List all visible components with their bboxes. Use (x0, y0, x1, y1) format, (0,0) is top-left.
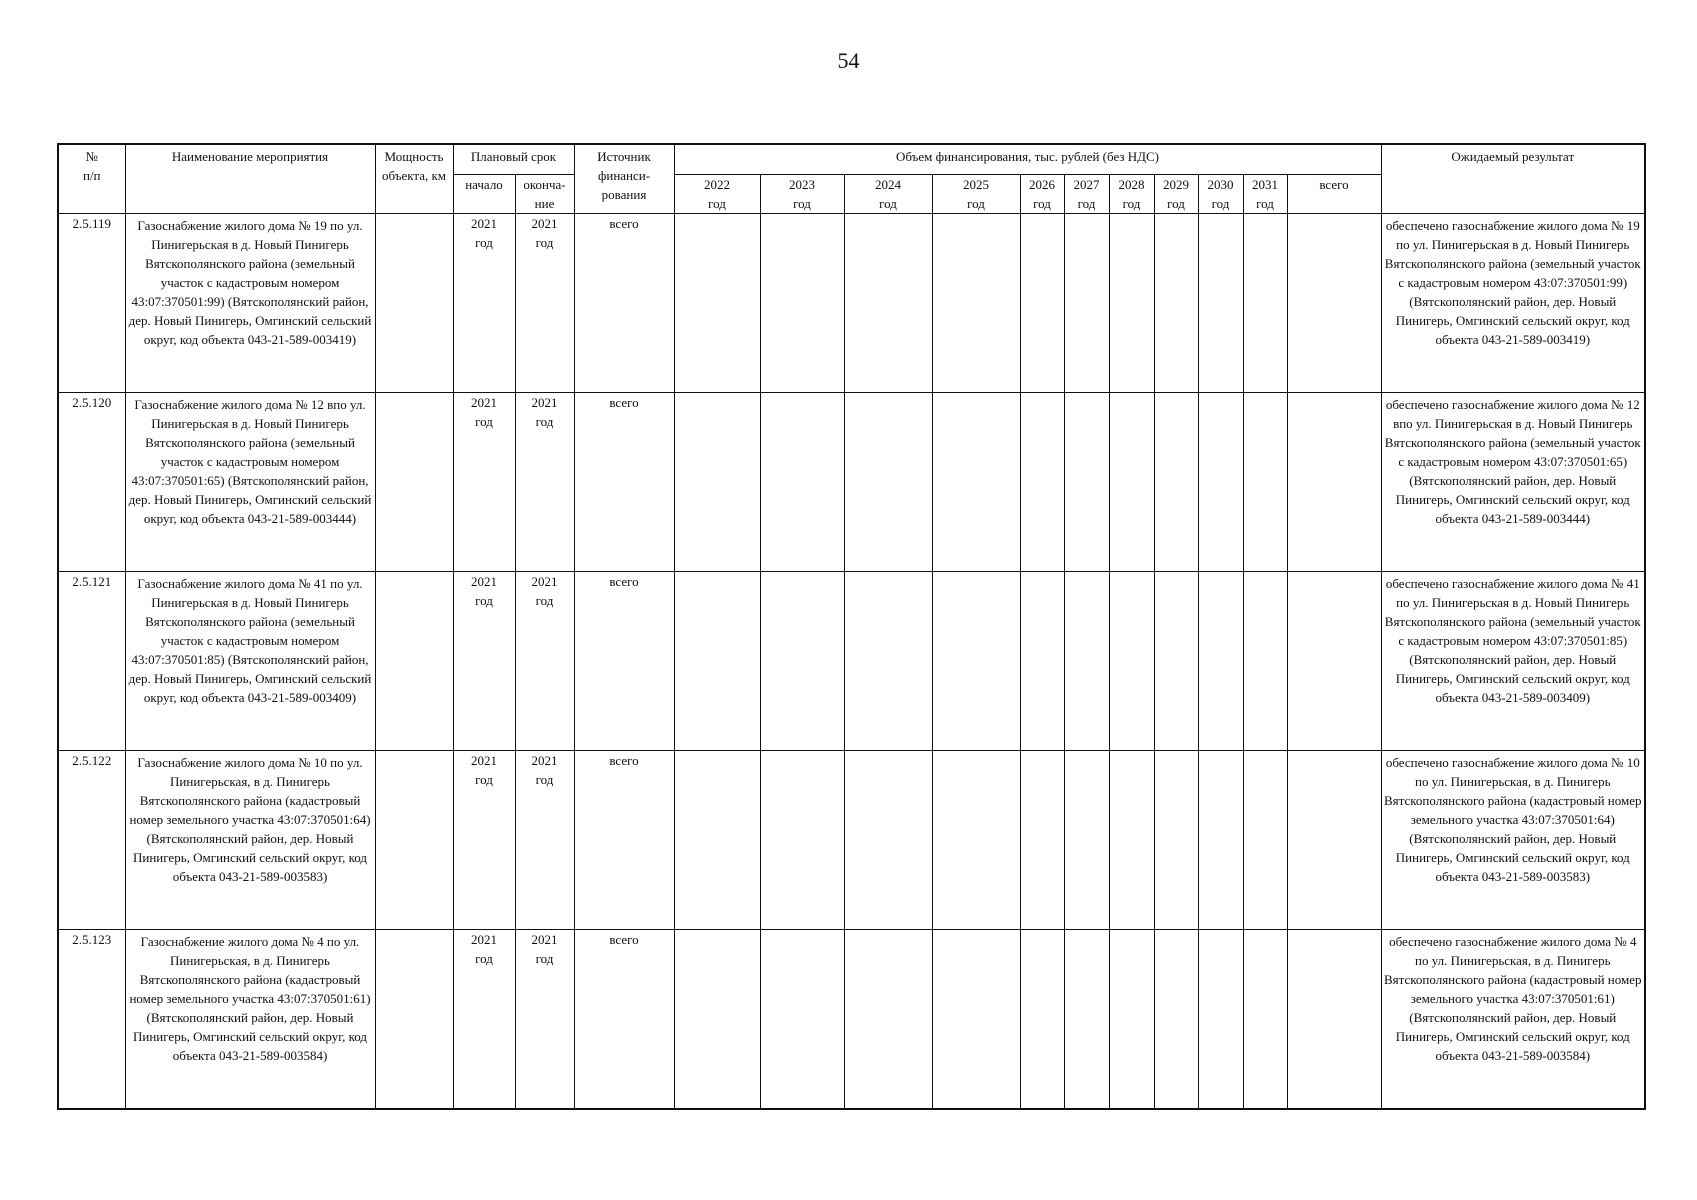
row-funding-2031 (1243, 572, 1287, 751)
row-funding-2031 (1243, 751, 1287, 930)
header-funding: Объем финансирования, тыс. рублей (без НДС) (674, 144, 1381, 175)
header-year: 2024 год (844, 175, 932, 214)
row-result (1381, 572, 1645, 751)
row-funding-total (1287, 393, 1381, 572)
row-num (58, 393, 125, 572)
row-funding-total (1287, 572, 1381, 751)
row-num-text: 2.5.123 (72, 932, 112, 947)
row-funding-2030 (1198, 572, 1243, 751)
header-year: 2030 год (1198, 175, 1243, 214)
row-result (1381, 930, 1645, 1110)
row-name (125, 751, 375, 930)
row-funding-2030 (1198, 751, 1243, 930)
row-name-text: Газоснабжение жилого дома № 4 по ул. Пинигерьская, в д. Пинигерь Вятскополянского района (кадастровый номер земельного участка 43:07:370501:61) (Вятскополянский район, дер. Новый Пинигерь, Омгинский сельский округ, код объекта 043-21-589-003584) (129, 934, 371, 1063)
row-start (453, 572, 515, 751)
row-result-text: обеспечено газоснабжение жилого дома № 41 по ул. Пинигерьская в д. Новый Пинигерь Вятскополянского района (земельный участок с кадастровым номером 43:07:370501:85) (Вятскополянский район, дер. Новый Пинигерь, Омгинский сельский округ, код объекта 043-21-589-003409) (1384, 576, 1641, 705)
row-funding-2029 (1154, 930, 1198, 1110)
row-name (125, 214, 375, 393)
header-start: начало (453, 175, 515, 214)
row-funding-2026 (1020, 572, 1064, 751)
row-end-text: 2021 год (531, 395, 558, 429)
table-row (58, 214, 1645, 393)
row-funding-2024 (844, 393, 932, 572)
row-name (125, 572, 375, 751)
table-row (58, 930, 1645, 1110)
row-start-text: 2021 год (471, 395, 497, 429)
table-row (58, 572, 1645, 751)
header-year: 2029 год (1154, 175, 1198, 214)
row-funding-2027 (1064, 930, 1109, 1110)
header-year: 2026 год (1020, 175, 1064, 214)
row-start (453, 930, 515, 1110)
row-result-text: обеспечено газоснабжение жилого дома № 10 по ул. Пинигерьская, в д. Пинигерь Вятскополянского района (кадастровый номер земельного участка 43:07:370501:64) (Вятскополянский район, дер. Новый Пинигерь, Омгинский сельский округ, код объекта 043-21-589-003583) (1384, 755, 1642, 884)
row-funding-2024 (844, 751, 932, 930)
program-table (57, 143, 1646, 1110)
row-source-text: всего (609, 395, 639, 410)
row-funding-2025 (932, 930, 1020, 1110)
header-row-1 (58, 144, 1645, 175)
header-capacity: Мощность объекта, км (375, 144, 453, 214)
row-result-text: обеспечено газоснабжение жилого дома № 4 по ул. Пинигерьская, в д. Пинигерь Вятскополянского района (кадастровый номер земельного участка 43:07:370501:61) (Вятскополянский район, дер. Новый Пинигерь, Омгинский сельский округ, код объекта 043-21-589-003584) (1384, 934, 1642, 1063)
row-funding-2025 (932, 751, 1020, 930)
row-source (574, 393, 674, 572)
header-source: Источник финанси- рования (574, 144, 674, 214)
row-result (1381, 393, 1645, 572)
row-funding-2023 (760, 751, 844, 930)
row-funding-2028 (1109, 393, 1154, 572)
row-capacity (375, 393, 453, 572)
row-name-text: Газоснабжение жилого дома № 12 впо ул. Пинигерьская в д. Новый Пинигерь Вятскополянского района (земельный участок с кадастровым номером 43:07:370501:65) (Вятскополянский район, дер. Новый Пинигерь, Омгинский сельский округ, код объекта 043-21-589-003444) (128, 397, 372, 526)
row-source-text: всего (609, 753, 639, 768)
row-funding-2022 (674, 393, 760, 572)
row-funding-2029 (1154, 393, 1198, 572)
header-year: 2023 год (760, 175, 844, 214)
header-year: 2022 год (674, 175, 760, 214)
row-funding-2027 (1064, 214, 1109, 393)
row-funding-2030 (1198, 214, 1243, 393)
row-num-text: 2.5.121 (72, 574, 112, 589)
row-funding-2031 (1243, 214, 1287, 393)
row-start-text: 2021 год (471, 753, 497, 787)
row-funding-2027 (1064, 751, 1109, 930)
row-funding-2025 (932, 214, 1020, 393)
row-funding-2031 (1243, 930, 1287, 1110)
row-end (515, 393, 574, 572)
row-funding-2029 (1154, 751, 1198, 930)
row-capacity (375, 214, 453, 393)
row-source (574, 751, 674, 930)
row-funding-2026 (1020, 751, 1064, 930)
row-end (515, 930, 574, 1110)
row-result-text: обеспечено газоснабжение жилого дома № 19 по ул. Пинигерьская в д. Новый Пинигерь Вятскополянского района (земельный участок с кадастровым номером 43:07:370501:99) (Вятскополянский район, дер. Новый Пинигерь, Омгинский сельский округ, код объекта 043-21-589-003419) (1384, 218, 1641, 347)
header-year: 2028 год (1109, 175, 1154, 214)
row-funding-2026 (1020, 930, 1064, 1110)
row-capacity (375, 751, 453, 930)
row-funding-2024 (844, 572, 932, 751)
row-funding-2025 (932, 393, 1020, 572)
row-num-text: 2.5.122 (72, 753, 112, 768)
row-name (125, 393, 375, 572)
header-year: 2025 год (932, 175, 1020, 214)
row-funding-2022 (674, 214, 760, 393)
row-source (574, 930, 674, 1110)
row-funding-2029 (1154, 214, 1198, 393)
row-funding-2028 (1109, 930, 1154, 1110)
row-end-text: 2021 год (531, 753, 558, 787)
header-year: 2031 год (1243, 175, 1287, 214)
row-end (515, 751, 574, 930)
row-result-text: обеспечено газоснабжение жилого дома № 12 впо ул. Пинигерьская в д. Новый Пинигерь Вятскополянского района (земельный участок с кадастровым номером 43:07:370501:65) (Вятскополянский район, дер. Новый Пинигерь, Омгинский сельский округ, код объекта 043-21-589-003444) (1384, 397, 1641, 526)
row-funding-2026 (1020, 393, 1064, 572)
table-body (58, 214, 1645, 1110)
row-funding-2025 (932, 572, 1020, 751)
row-source-text: всего (609, 574, 639, 589)
row-funding-2023 (760, 930, 844, 1110)
header-name: Наименование мероприятия (125, 144, 375, 214)
header-result: Ожидаемый результат (1381, 144, 1645, 214)
row-source (574, 572, 674, 751)
row-funding-2030 (1198, 393, 1243, 572)
row-num (58, 930, 125, 1110)
row-funding-2027 (1064, 393, 1109, 572)
row-num (58, 214, 125, 393)
row-result (1381, 214, 1645, 393)
row-name (125, 930, 375, 1110)
row-funding-2030 (1198, 930, 1243, 1110)
row-end-text: 2021 год (531, 216, 558, 250)
row-funding-2029 (1154, 572, 1198, 751)
header-planned-term: Плановый срок (453, 144, 574, 175)
row-num (58, 751, 125, 930)
row-funding-2028 (1109, 214, 1154, 393)
row-source-text: всего (609, 932, 639, 947)
row-funding-2023 (760, 214, 844, 393)
header-num: № п/п (58, 144, 125, 214)
row-name-text: Газоснабжение жилого дома № 19 по ул. Пинигерьская в д. Новый Пинигерь Вятскополянского района (земельный участок с кадастровым номером 43:07:370501:99) (Вятскополянский район, дер. Новый Пинигерь, Омгинский сельский округ, код объекта 043-21-589-003419) (128, 218, 372, 347)
row-name-text: Газоснабжение жилого дома № 10 по ул. Пинигерьская, в д. Пинигерь Вятскополянского района (кадастровый номер земельного участка 43:07:370501:64) (Вятскополянский район, дер. Новый Пинигерь, Омгинский сельский округ, код объекта 043-21-589-003583) (129, 755, 371, 884)
table-row (58, 393, 1645, 572)
row-num (58, 572, 125, 751)
row-end (515, 572, 574, 751)
row-end-text: 2021 год (531, 574, 558, 608)
row-num-text: 2.5.119 (72, 216, 112, 231)
row-funding-2023 (760, 393, 844, 572)
row-start (453, 751, 515, 930)
row-funding-2023 (760, 572, 844, 751)
row-end-text: 2021 год (531, 932, 558, 966)
header-year: 2027 год (1064, 175, 1109, 214)
row-funding-2022 (674, 930, 760, 1110)
row-funding-2031 (1243, 393, 1287, 572)
row-start (453, 214, 515, 393)
row-funding-2027 (1064, 572, 1109, 751)
row-source-text: всего (609, 216, 639, 231)
row-funding-2028 (1109, 751, 1154, 930)
header-end: оконча- ние (515, 175, 574, 214)
row-funding-2024 (844, 930, 932, 1110)
row-capacity (375, 572, 453, 751)
row-funding-total (1287, 751, 1381, 930)
row-capacity (375, 930, 453, 1110)
table-row (58, 751, 1645, 930)
row-result (1381, 751, 1645, 930)
row-end (515, 214, 574, 393)
row-start-text: 2021 год (471, 574, 497, 608)
row-start-text: 2021 год (471, 216, 497, 250)
row-start (453, 393, 515, 572)
row-funding-2026 (1020, 214, 1064, 393)
row-num-text: 2.5.120 (72, 395, 112, 410)
row-funding-2022 (674, 572, 760, 751)
row-name-text: Газоснабжение жилого дома № 41 по ул. Пинигерьская в д. Новый Пинигерь Вятскополянского района (земельный участок с кадастровым номером 43:07:370501:85) (Вятскополянский район, дер. Новый Пинигерь, Омгинский сельский округ, код объекта 043-21-589-003409) (128, 576, 372, 705)
header-total: всего (1287, 175, 1381, 214)
row-funding-total (1287, 930, 1381, 1110)
page-number: 54 (837, 48, 860, 73)
row-funding-2024 (844, 214, 932, 393)
row-funding-2022 (674, 751, 760, 930)
row-funding-2028 (1109, 572, 1154, 751)
row-source (574, 214, 674, 393)
row-start-text: 2021 год (471, 932, 497, 966)
row-funding-total (1287, 214, 1381, 393)
